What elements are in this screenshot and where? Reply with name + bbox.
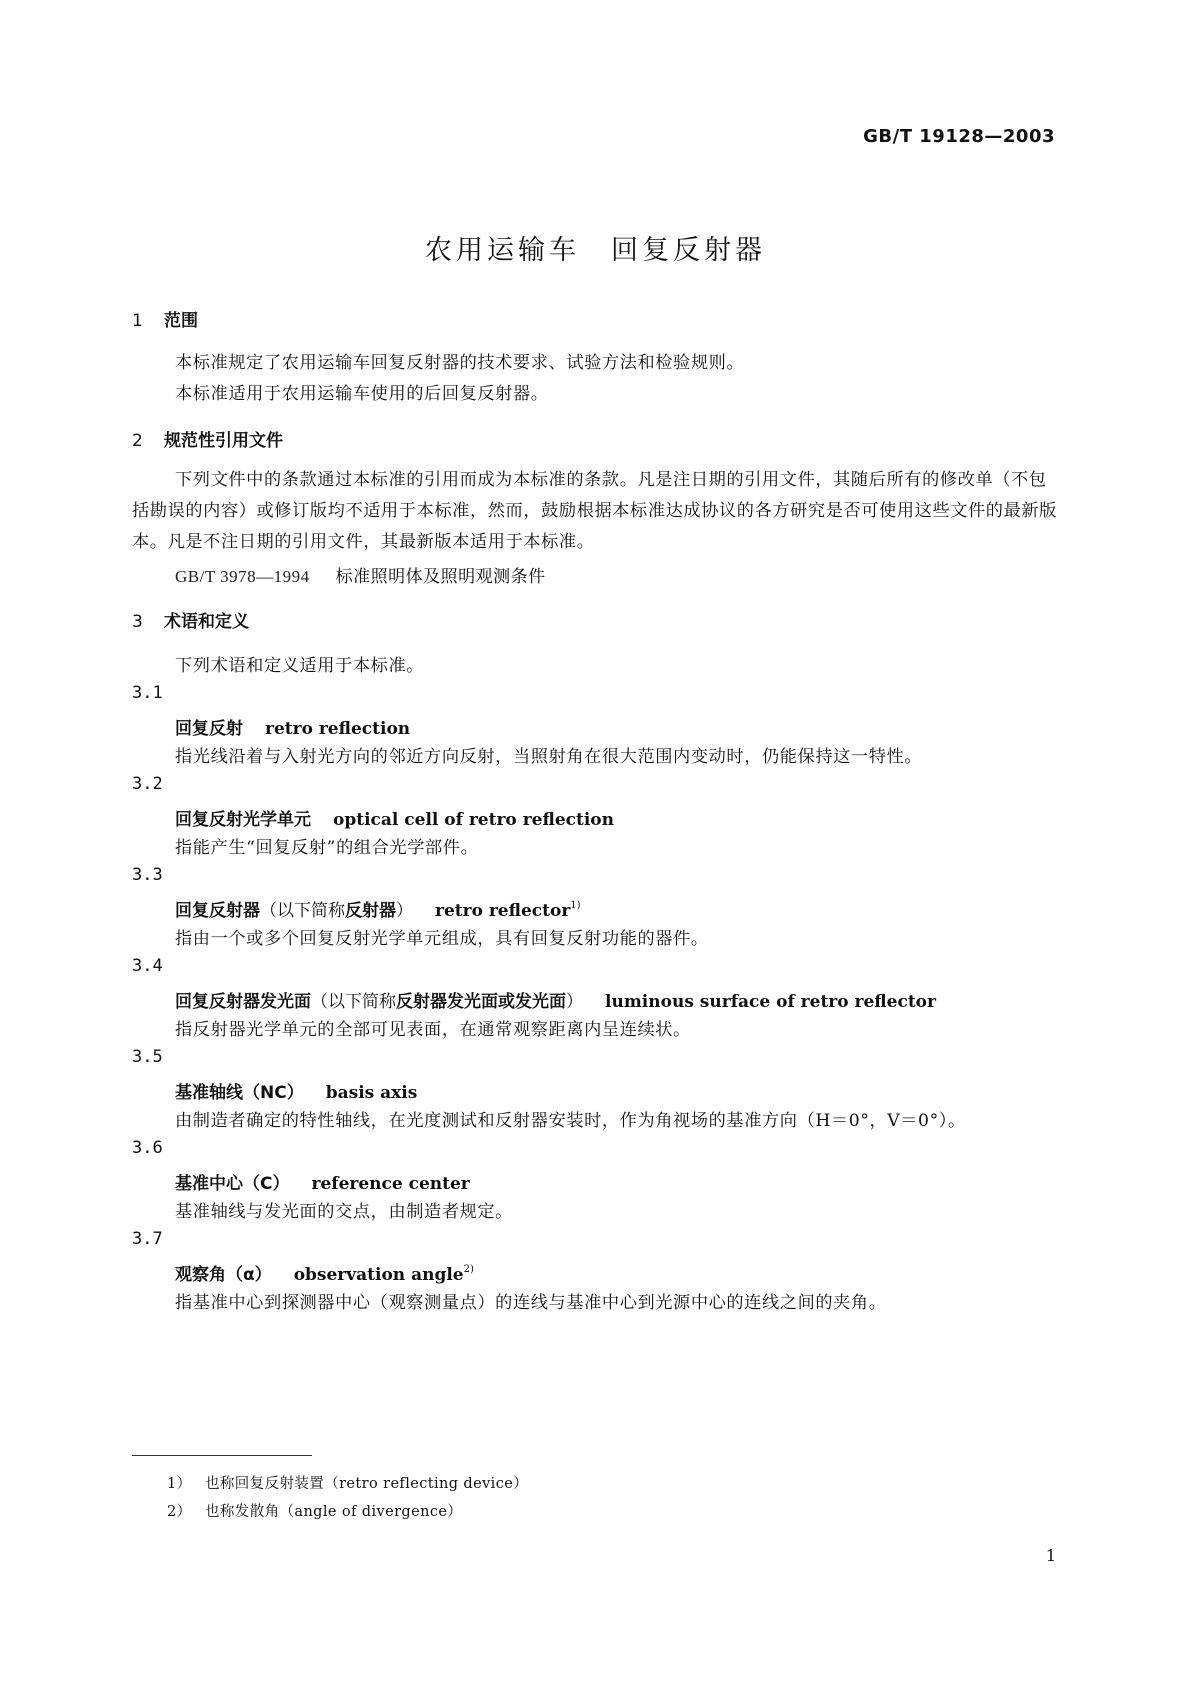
paragraph: 下列术语和定义适用于本标准。 <box>175 656 425 676</box>
footnote-text: 也称回复反射装置（retro reflecting device） <box>205 1476 529 1492</box>
term-number: 3.6 <box>132 1138 163 1158</box>
term-en: basis axis <box>325 1083 418 1103</box>
term-zh: 基准轴线（NC） <box>175 1083 304 1103</box>
term-heading <box>175 1169 470 1194</box>
term-number: 3.1 <box>132 683 163 703</box>
term-en: observation angle <box>293 1265 464 1285</box>
footnote-number: 2） <box>167 1504 192 1520</box>
paragraph: 本标准规定了农用运输车回复反射器的技术要求、试验方法和检验规则。 <box>175 353 745 373</box>
reference-code: GB/T 3978—1994 <box>175 567 310 586</box>
term-en: optical cell of retro reflection <box>333 810 614 830</box>
section-3-heading <box>132 607 249 632</box>
term-zh: 回复反射器 <box>175 901 260 921</box>
standard-number: GB/T 19128—2003 <box>863 126 1055 147</box>
term-heading <box>175 987 936 1012</box>
paragraph: 下列文件中的条款通过本标准的引用而成为本标准的条款。凡是注日期的引用文件，其随后所有的修改单（不包括勘误的内容）或修订版均不适用于本标准，然而，鼓励根据本标准达成协议的各方研究是否可使用这些文件的最新版本。凡是不注日期的引用文件，其最新版本适用于本标准。 <box>132 470 1057 552</box>
term-heading <box>175 805 614 830</box>
term-heading <box>175 714 410 739</box>
term-note: （以下简称 <box>260 901 345 921</box>
term-note-close: ） <box>396 901 413 921</box>
section-2-heading <box>132 426 283 451</box>
section-number: 2 <box>132 431 143 451</box>
document-title: 农用运输车 回复反射器 <box>425 235 766 266</box>
section-title: 规范性引用文件 <box>164 431 283 451</box>
term-heading <box>175 1078 417 1103</box>
page-number: 1 <box>1045 1546 1056 1565</box>
footnote-ref: 2) <box>463 1264 474 1275</box>
term-zh: 回复反射器发光面 <box>175 992 311 1012</box>
term-abbrev: 反射器发光面或发光面 <box>396 992 566 1012</box>
footnote <box>167 1500 462 1521</box>
term-zh: 基准中心（C） <box>175 1174 290 1194</box>
reference-title: 标准照明体及照明观测条件 <box>335 567 546 587</box>
term-definition: 由制造者确定的特性轴线，在光度测试和反射器安装时，作为角视场的基准方向（H＝0°，V＝0°）。 <box>175 1111 966 1131</box>
term-zh: 观察角（α） <box>175 1265 272 1285</box>
term-en: luminous surface of retro reflector <box>605 992 936 1012</box>
term-definition: 指反射器光学单元的全部可见表面，在通常观察距离内呈连续状。 <box>175 1020 691 1040</box>
term-definition: 指能产生“回复反射”的组合光学部件。 <box>175 838 479 858</box>
footnote-text: 也称发散角（angle of divergence） <box>205 1504 463 1520</box>
term-definition: 指光线沿着与入射光方向的邻近方向反射，当照射角在很大范围内变动时，仍能保持这一特性。 <box>175 747 923 767</box>
section-1-heading <box>132 306 198 331</box>
term-zh: 回复反射光学单元 <box>175 810 311 830</box>
normative-reference <box>175 562 546 587</box>
term-zh: 回复反射 <box>175 719 243 739</box>
footnote <box>167 1472 528 1493</box>
term-number: 3.3 <box>132 865 163 885</box>
term-number: 3.4 <box>132 956 163 976</box>
term-note: （以下简称 <box>311 992 396 1012</box>
footnote-separator <box>132 1455 312 1456</box>
term-en: reference center <box>311 1174 470 1194</box>
term-en: retro reflection <box>265 719 411 739</box>
term-number: 3.5 <box>132 1047 163 1067</box>
footnote-number: 1） <box>167 1476 192 1492</box>
term-definition: 指基准中心到探测器中心（观察测量点）的连线与基准中心到光源中心的连线之间的夹角。 <box>175 1293 887 1313</box>
term-abbrev: 反射器 <box>345 901 396 921</box>
term-definition: 基准轴线与发光面的交点，由制造者规定。 <box>175 1202 513 1222</box>
paragraph: 本标准适用于农用运输车使用的后回复反射器。 <box>175 384 549 404</box>
section-title: 术语和定义 <box>164 612 249 632</box>
term-definition: 指由一个或多个回复反射光学单元组成，具有回复反射功能的器件。 <box>175 929 709 949</box>
section-number: 3 <box>132 612 143 632</box>
term-number: 3.7 <box>132 1229 163 1249</box>
term-heading <box>175 1260 474 1285</box>
footnote-ref: 1) <box>570 900 581 911</box>
section-number: 1 <box>132 311 143 331</box>
term-note-close: ） <box>566 992 583 1012</box>
term-number: 3.2 <box>132 774 163 794</box>
term-heading <box>175 896 581 921</box>
term-en: retro reflector <box>435 901 571 921</box>
section-title: 范围 <box>164 311 198 331</box>
